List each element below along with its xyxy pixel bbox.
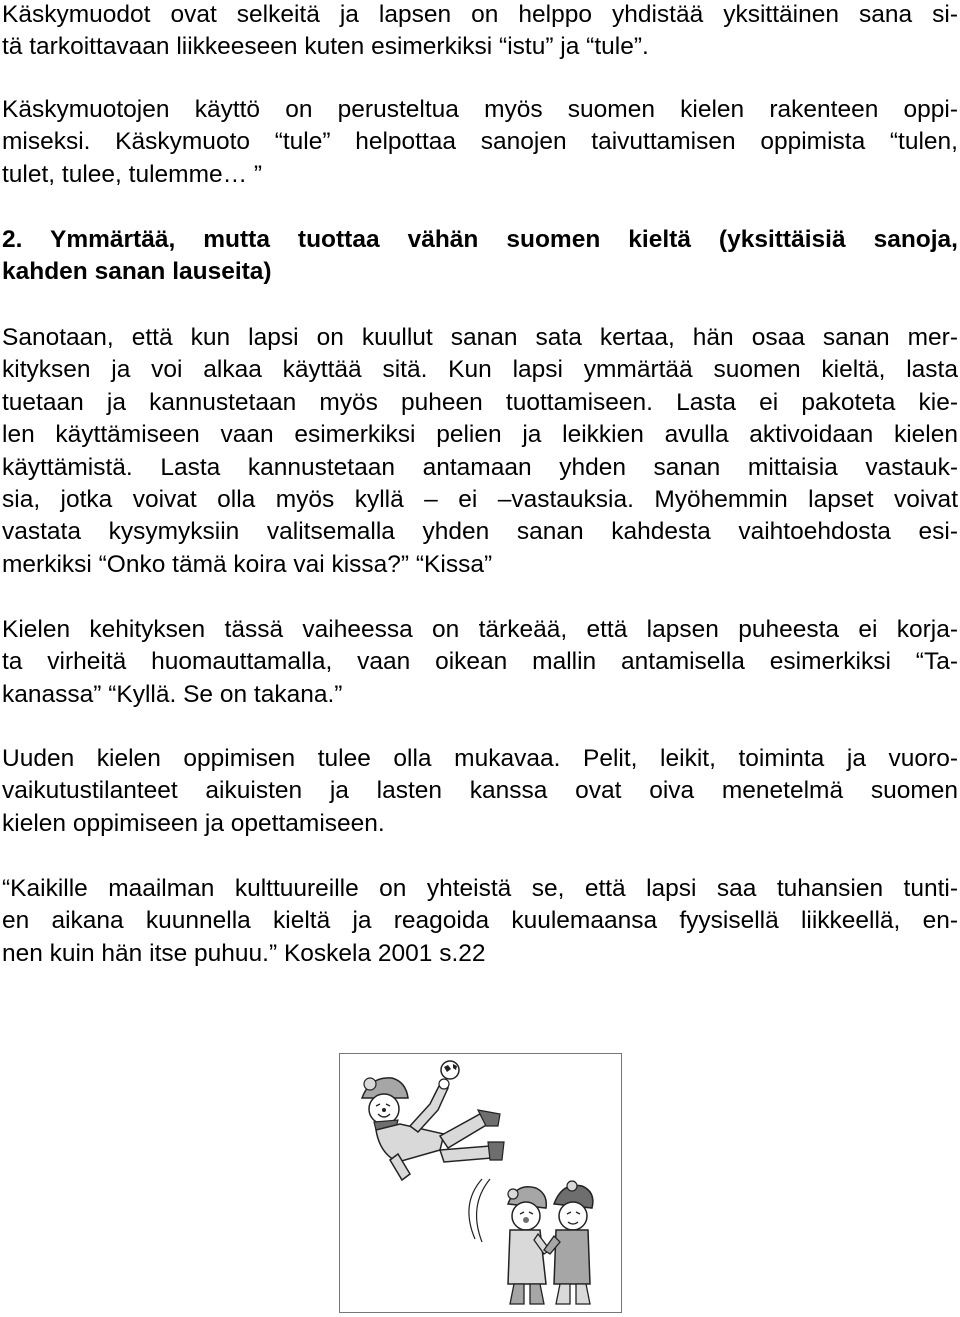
text-line: Käskymuodot ovat selkeitä ja lapsen on helppo yhdistää yksittäinen sana si- — [2, 1, 958, 28]
motion-line — [477, 1179, 490, 1242]
text-line: kanassa” “Kyllä. Se on takana.” — [2, 680, 343, 708]
text-line: tä tarkoittavaan liikkeeseen kuten esimerkiksi “istu” ja “tule”. — [2, 33, 649, 61]
text-line: Kielen kehityksen tässä vaiheessa on tärkeää, että lapsen puheesta ei korja- — [2, 616, 958, 643]
paragraph-1 — [2, 0, 958, 64]
text-line: miseksi. Käskymuoto “tule” helpottaa sanojen taivuttamisen oppimista “tulen, — [2, 128, 958, 156]
text-line: merkiksi “Onko tämä koira vai kissa?” “Kissa” — [2, 550, 493, 578]
paragraph-4 — [2, 614, 958, 711]
text-line: kielen oppimiseen ja opettamiseen. — [2, 809, 385, 837]
text-line: ta virheitä huomauttamalla, vaan oikean mallin antamisella esimerkiksi “Ta- — [2, 648, 958, 676]
text-line: nen kuin hän itse puhuu.” Koskela 2001 s.22 — [2, 939, 486, 967]
text-line: Uuden kielen oppimisen tulee olla mukavaa. Pelit, leikit, toiminta ja vuoro- — [2, 745, 958, 772]
text-line: sia, jotka voivat olla myös kyllä – ei –vastauksia. Myöhemmin lapset voivat — [2, 486, 958, 514]
paragraph-2 — [2, 94, 958, 191]
text-line: tulet, tulee, tulemme… ” — [2, 160, 263, 188]
standing-child-right-figure — [544, 1181, 593, 1304]
illustration-svg — [340, 1054, 621, 1312]
text-line: Sanotaan, että kun lapsi on kuullut sanan sata kertaa, hän osaa sanan mer- — [2, 324, 958, 351]
text-line: kityksen ja voi alkaa käyttää sitä. Kun lapsi ymmärtää suomen kieltä, lasta — [2, 356, 958, 384]
section-heading — [2, 224, 958, 289]
leaping-child-figure — [362, 1078, 504, 1180]
text-line: en aikana kuunnella kieltä ja reagoida kuulemaansa fyysisellä liikkeellä, en- — [2, 907, 958, 935]
heading-line: kahden sanan lauseita) — [2, 258, 272, 286]
paragraph-3 — [2, 322, 958, 581]
paragraph-6-quote — [2, 873, 958, 970]
heading-line: 2. Ymmärtää, mutta tuottaa vähän suomen kieltä (yksittäisiä sanoja, — [2, 226, 958, 253]
text-line: vastata kysymyksiin valitsemalla yhden sanan kahdesta vaihtoehdosta esi- — [2, 518, 958, 546]
children-playing-ball-illustration — [339, 1053, 622, 1313]
standing-child-left-figure — [508, 1187, 550, 1304]
ball-icon — [441, 1061, 459, 1079]
text-line: Käskymuotojen käyttö on perusteltua myös suomen kielen rakenteen oppi- — [2, 96, 958, 123]
text-line: tuetaan ja kannustetaan myös puheen tuottamiseen. Lasta ei pakoteta kie- — [2, 388, 958, 416]
motion-line — [469, 1179, 482, 1239]
paragraph-5 — [2, 743, 958, 840]
text-line: len käyttämiseen vaan esimerkiksi pelien ja leikkien avulla aktivoidaan kielen — [2, 421, 958, 449]
text-line: “Kaikille maailman kulttuureille on yhteistä se, että lapsi saa tuhansien tunti- — [2, 875, 958, 902]
text-line: käyttämistä. Lasta kannustetaan antamaan yhden sanan mittaisia vastauk- — [2, 453, 958, 481]
text-line: vaikutustilanteet aikuisten ja lasten kanssa ovat oiva menetelmä suomen — [2, 777, 958, 805]
